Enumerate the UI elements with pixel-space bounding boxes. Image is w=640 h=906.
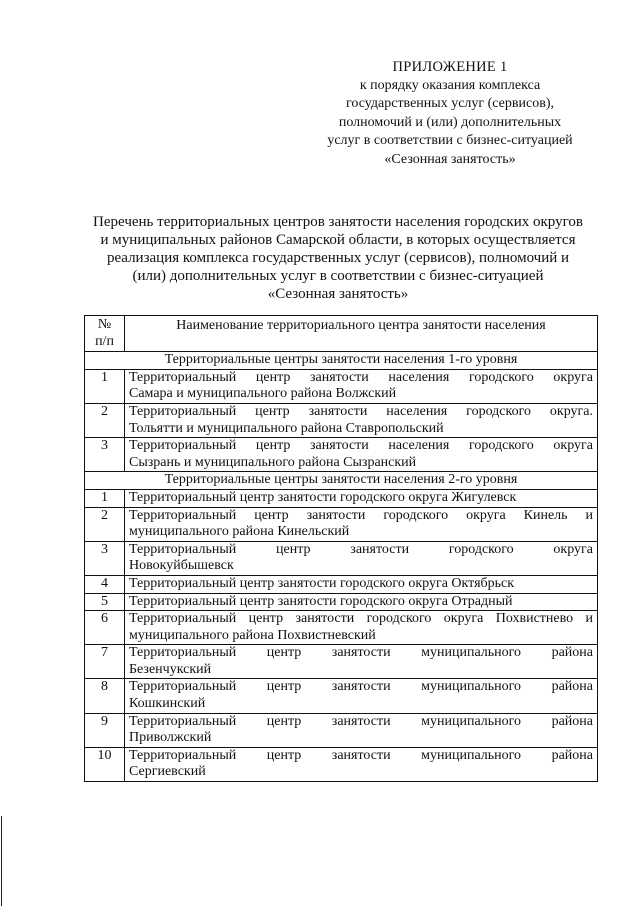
row-name xyxy=(125,645,598,679)
document-title xyxy=(76,213,600,303)
title-line: (или) дополнительных услуг в соответствии с бизнес-ситуацией xyxy=(132,268,544,284)
row-name-line: Сызрань и муниципального района Сызранский xyxy=(129,454,417,470)
row-name xyxy=(125,489,598,507)
row-name xyxy=(125,403,598,437)
row-name-line: Территориальный центр занятости городского округа Кинель и xyxy=(129,507,593,523)
title-line: реализация комплекса государственных услуг (сервисов), полномочий и xyxy=(106,250,570,266)
table-row xyxy=(85,541,598,575)
row-name-line: Территориальный центр занятости населения городского округа xyxy=(129,369,593,385)
row-name-line: Тольятти и муниципального района Ставропольский xyxy=(129,420,444,436)
table-row xyxy=(85,593,598,611)
table-row xyxy=(85,747,598,781)
row-number: 3 xyxy=(85,541,125,575)
table-row xyxy=(85,507,598,541)
row-name-line: Новокуйбышевск xyxy=(129,558,234,574)
row-name-line: муниципального района Кинельский xyxy=(129,524,350,540)
row-name-line: Самара и муниципального района Волжский xyxy=(129,386,397,402)
appendix-block xyxy=(318,58,582,170)
appendix-line: к порядку оказания комплекса xyxy=(359,77,541,93)
row-name-line: Территориальный центр занятости муниципального района xyxy=(129,747,593,763)
appendix-line: полномочий и (или) дополнительных xyxy=(338,114,562,130)
row-number: 4 xyxy=(85,575,125,593)
header-number: № п/п xyxy=(85,316,125,352)
margin-line xyxy=(1,816,2,906)
row-name-line: Сергиевский xyxy=(129,764,206,780)
table-row xyxy=(85,489,598,507)
row-number: 9 xyxy=(85,713,125,747)
row-number: 2 xyxy=(85,507,125,541)
group-row xyxy=(85,472,598,490)
header-name: Наименование территориального центра занятости населения xyxy=(125,316,598,352)
table-row xyxy=(85,369,598,403)
group-row xyxy=(85,352,598,370)
row-name-line: муниципального района Похвистневский xyxy=(129,627,376,643)
appendix-line: «Сезонная занятость» xyxy=(384,151,516,167)
row-name xyxy=(125,369,598,403)
group-title: Территориальные центры занятости населения 1-го уровня xyxy=(85,352,598,370)
row-name xyxy=(125,679,598,713)
row-name-line: Территориальный центр занятости муниципального района xyxy=(129,713,593,729)
row-name xyxy=(125,611,598,645)
row-number: 7 xyxy=(85,645,125,679)
appendix-heading: ПРИЛОЖЕНИЕ 1 xyxy=(392,59,508,75)
table-row xyxy=(85,713,598,747)
table-header-row xyxy=(85,316,598,352)
row-name xyxy=(125,541,598,575)
row-name-line: Территориальный центр занятости муниципального района xyxy=(129,679,593,695)
row-number: 3 xyxy=(85,438,125,472)
table-body xyxy=(85,352,598,782)
appendix-line: государственных услуг (сервисов), xyxy=(346,96,554,112)
row-name xyxy=(125,507,598,541)
table-row xyxy=(85,438,598,472)
title-line: и муниципальных районов Самарской области, в которых осуществляется xyxy=(100,232,576,248)
table-row xyxy=(85,645,598,679)
row-number: 1 xyxy=(85,369,125,403)
table-row xyxy=(85,575,598,593)
table-row xyxy=(85,679,598,713)
row-name xyxy=(125,747,598,781)
row-name-line: Кошкинский xyxy=(129,696,206,712)
row-number: 5 xyxy=(85,593,125,611)
row-name-line: Территориальный центр занятости населения городского округа. xyxy=(129,403,593,419)
row-name xyxy=(125,575,598,593)
row-name xyxy=(125,713,598,747)
row-name-line: Безенчукский xyxy=(129,661,212,677)
row-name-line: Территориальный центр занятости городского округа xyxy=(129,541,593,557)
group-title: Территориальные центры занятости населения 2-го уровня xyxy=(85,472,598,490)
row-number: 6 xyxy=(85,611,125,645)
row-number: 1 xyxy=(85,489,125,507)
row-name-line: Территориальный центр занятости муниципального района xyxy=(129,645,593,661)
row-number: 10 xyxy=(85,747,125,781)
title-line: Перечень территориальных центров занятости населения городских округов xyxy=(93,214,583,230)
row-name-line: Территориальный центр занятости городского округа Октябрьск xyxy=(129,575,515,591)
title-line: «Сезонная занятость» xyxy=(267,286,409,302)
row-number: 2 xyxy=(85,403,125,437)
row-name-line: Приволжский xyxy=(129,730,212,746)
table-row xyxy=(85,403,598,437)
row-number: 8 xyxy=(85,679,125,713)
row-name xyxy=(125,438,598,472)
row-name-line: Территориальный центр занятости городского округа Похвистнево и xyxy=(129,611,593,627)
row-name-line: Территориальный центр занятости городского округа Жигулевск xyxy=(129,489,517,505)
appendix-line: услуг в соответствии с бизнес-ситуацией xyxy=(327,133,573,149)
row-name xyxy=(125,593,598,611)
table-row xyxy=(85,611,598,645)
row-name-line: Территориальный центр занятости городского округа Отрадный xyxy=(129,593,513,609)
centers-table xyxy=(84,315,598,782)
row-name-line: Территориальный центр занятости населения городского округа xyxy=(129,438,593,454)
